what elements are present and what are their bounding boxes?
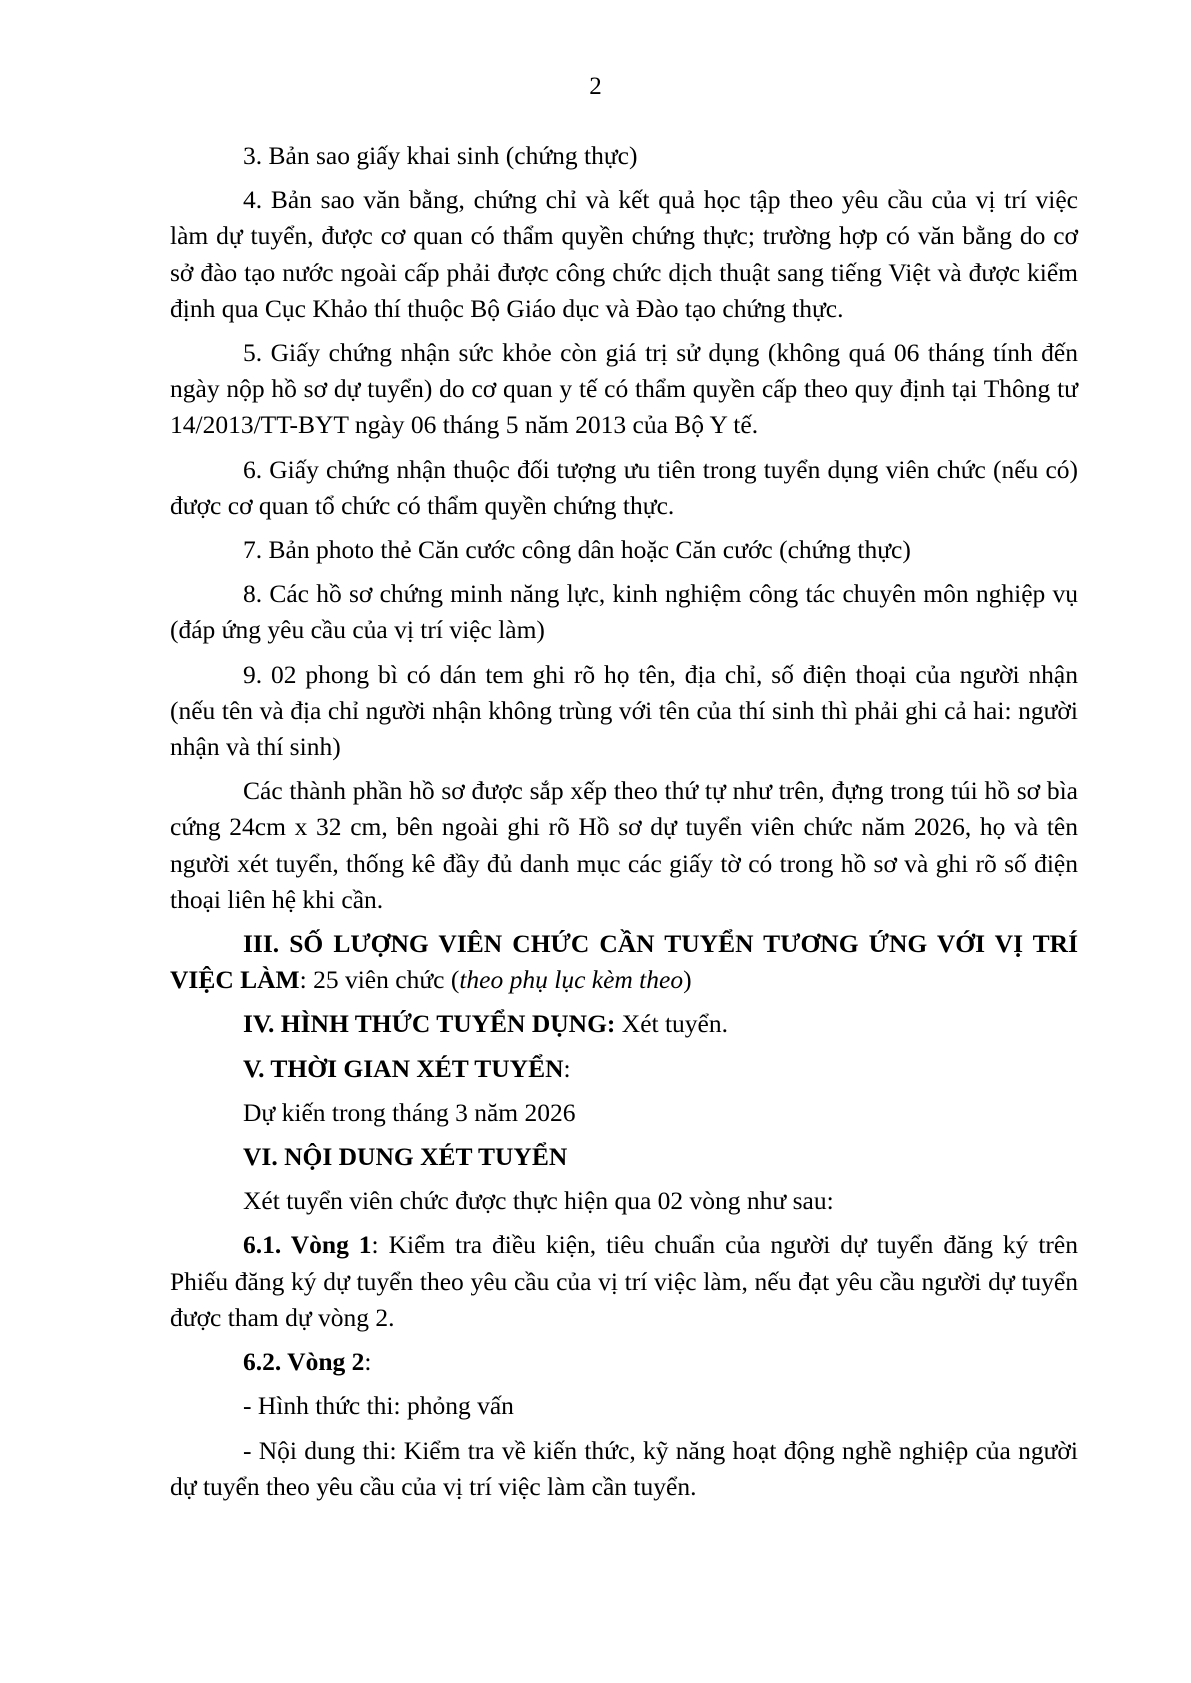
section-6-intro: Xét tuyển viên chức được thực hiện qua 02 vòng như sau: <box>243 1186 834 1216</box>
section-3-close: ) <box>683 965 692 995</box>
round-2-colon: : <box>364 1347 372 1377</box>
arrangement-paragraph: Các thành phần hồ sơ được sắp xếp theo thứ tự như trên, đựng trong túi hồ sơ bìa cứng 24cm x 32 cm, bên ngoài ghi rõ Hồ sơ dự tuyển viên chức năm 2026, họ và tên người xét tuyển, thống kê đầy đủ danh mục các giấy tờ có trong hồ sơ và ghi rõ số điện thoại liên hệ khi cần. <box>170 776 1078 914</box>
page-number: 2 <box>589 73 602 100</box>
round-2-form: - Hình thức thi: phỏng vấn <box>243 1391 514 1421</box>
document-body <box>170 138 1078 1513</box>
list-item-competence-documents: 8. Các hồ sơ chứng minh năng lực, kinh nghiệm công tác chuyên môn nghiệp vụ (đáp ứng yêu cầu của vị trí việc làm) <box>170 579 1078 645</box>
section-5-heading: V. THỜI GIAN XÉT TUYỂN <box>243 1053 564 1083</box>
round-1-label: 6.1. Vòng 1 <box>243 1230 372 1260</box>
section-4-method <box>170 1006 1078 1042</box>
section-4-heading: IV. HÌNH THỨC TUYỂN DỤNG: <box>243 1009 616 1039</box>
section-5-colon: : <box>563 1053 571 1083</box>
list-item-health-certificate: 5. Giấy chứng nhận sức khỏe còn giá trị sử dụng (không quá 06 tháng tính đến ngày nộp hồ sơ dự tuyển) do cơ quan y tế có thẩm quyền cấp theo quy định tại Thông tư 14/2013/TT-BYT ngày 06 tháng 5 năm 2013 của Bộ Y tế. <box>170 338 1078 440</box>
list-item-diplomas: 4. Bản sao văn bằng, chứng chỉ và kết quả học tập theo yêu cầu của vị trí việc làm dự tuyển, được cơ quan có thẩm quyền chứng thực; trường hợp có văn bằng do cơ sở đào tạo nước ngoài cấp phải được công chức dịch thuật sang tiếng Việt và được kiểm định qua Cục Khảo thí thuộc Bộ Giáo dục và Đào tạo chứng thực. <box>170 185 1078 323</box>
list-item-envelopes: 9. 02 phong bì có dán tem ghi rõ họ tên, địa chỉ, số điện thoại của người nhận (nếu tên và địa chỉ người nhận không trùng với tên của thí sinh thì phải ghi cả hai: người nhận và thí sinh) <box>170 659 1078 762</box>
list-item-birth-certificate: 3. Bản sao giấy khai sinh (chứng thực) <box>243 141 638 170</box>
round-2-label: 6.2. Vòng 2 <box>243 1347 365 1377</box>
round-1-paragraph <box>170 1227 1078 1336</box>
section-3-quantity <box>170 926 1078 998</box>
round-2-paragraph <box>170 1344 1078 1380</box>
section-3-italic-note: theo phụ lục kèm theo <box>459 965 684 995</box>
section-6-heading: VI. NỘI DUNG XÉT TUYỂN <box>243 1142 568 1172</box>
section-4-text: Xét tuyển. <box>615 1009 729 1039</box>
section-5-time <box>170 1051 1078 1087</box>
section-3-heading: III. SỐ LƯỢNG VIÊN CHỨC CẦN TUYỂN TƯƠNG ỨNG VỚI VỊ TRÍ VIỆC LÀM <box>170 929 1078 995</box>
list-item-priority-certificate: 6. Giấy chứng nhận thuộc đối tượng ưu tiên trong tuyển dụng viên chức (nếu có) được cơ quan tổ chức có thẩm quyền chứng thực. <box>170 454 1078 520</box>
list-item-id-card: 7. Bản photo thẻ Căn cước công dân hoặc Căn cước (chứng thực) <box>243 535 911 565</box>
section-5-text: Dự kiến trong tháng 3 năm 2026 <box>243 1097 576 1127</box>
round-2-content: - Nội dung thi: Kiểm tra về kiến thức, kỹ năng hoạt động nghề nghiệp của người dự tuyển theo yêu cầu của vị trí việc làm cần tuyển. <box>170 1435 1078 1501</box>
round-1-text: : Kiểm tra điều kiện, tiêu chuẩn của người dự tuyển đăng ký trên Phiếu đăng ký dự tuyển theo yêu cầu của vị trí việc làm, nếu đạt yêu cầu người dự tuyển được tham dự vòng 2. <box>170 1230 1078 1332</box>
section-3-text: : 25 viên chức ( <box>299 965 460 995</box>
